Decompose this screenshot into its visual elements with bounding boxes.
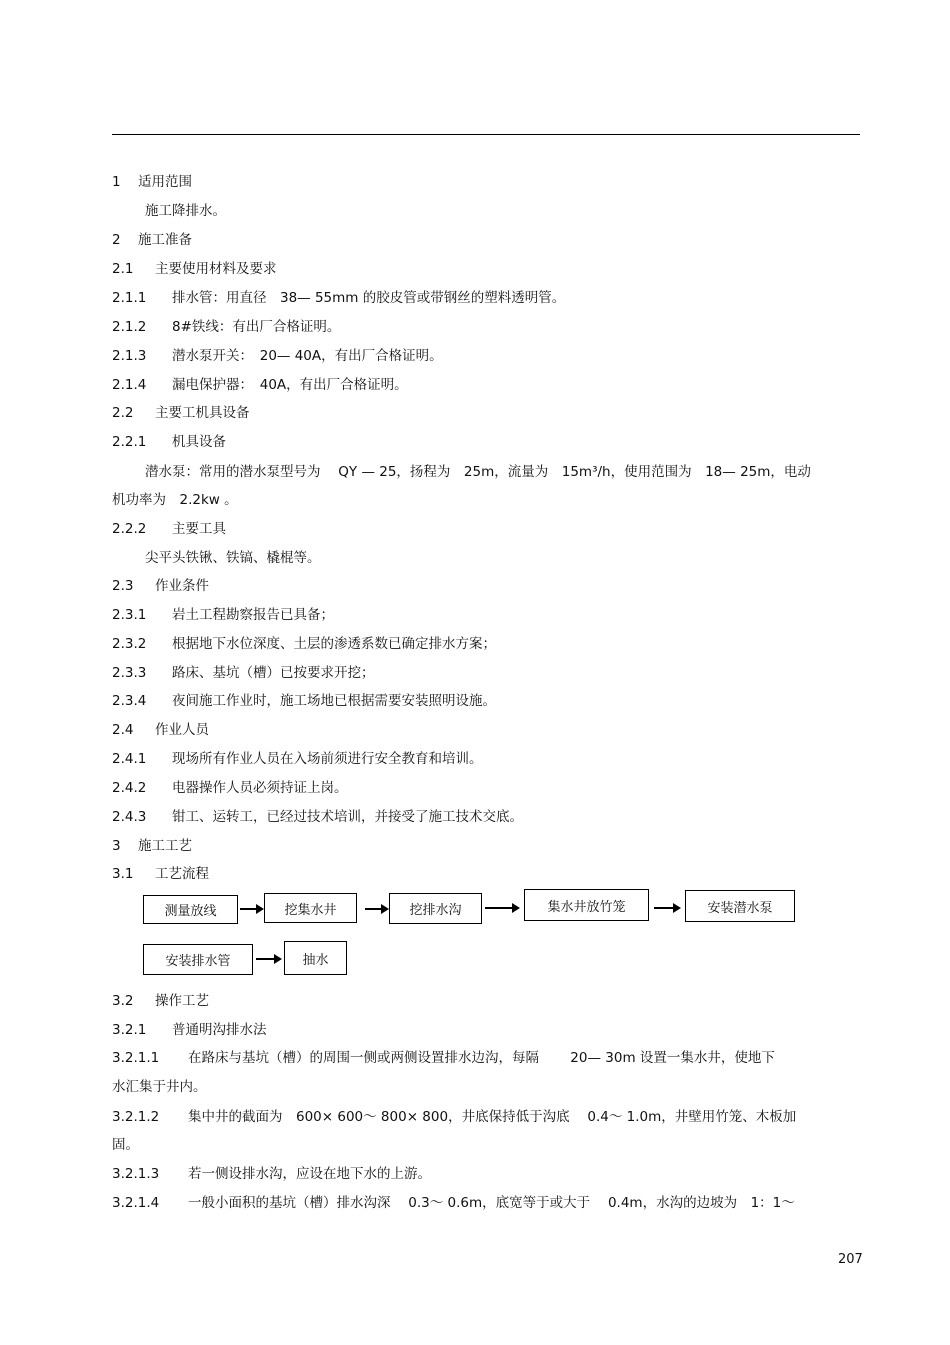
item-2-1-1: 2.1.1 排水管：用直径 38— 55mm 的胶皮管或带钢丝的塑料透明管。 <box>112 290 566 306</box>
item-2-1-4: 2.1.4 漏电保护器： 40A，有出厂合格证明。 <box>112 377 408 393</box>
header-rule <box>112 134 860 135</box>
item-3-2-1: 3.2.1 普通明沟排水法 <box>112 1022 267 1038</box>
paragraph-pump: 潜水泵：常用的潜水泵型号为 QY — 25，扬程为 25m，流量为 15m³/h，使用范围为 18— 25m，电动 <box>145 464 811 480</box>
heading-3-1: 3.1 工艺流程 <box>112 866 209 882</box>
item-2-1-2: 2.1.2 8#铁线：有出厂合格证明。 <box>112 319 341 335</box>
flow-step-pumping: 抽水 <box>284 941 347 975</box>
heading-3: 3 施工工艺 <box>112 838 192 854</box>
item-2-2-2: 2.2.2 主要工具 <box>112 521 226 537</box>
flow-step-survey: 测量放线 <box>143 895 238 924</box>
item-2-3-4: 2.3.4 夜间施工作业时，施工场地已根据需要安装照明设施。 <box>112 693 496 709</box>
paragraph: 施工降排水。 <box>145 203 226 219</box>
flow-step-dig-ditch: 挖排水沟 <box>389 893 482 924</box>
flow-arrow <box>485 907 518 909</box>
flow-arrow <box>240 908 262 910</box>
item-3-2-1-2: 3.2.1.2 集中井的截面为 600× 600～ 800× 800，井底保持低于沟底 0.4～ 1.0m，井壁用竹笼、木板加 <box>112 1109 797 1125</box>
heading-2-2: 2.2 主要工机具设备 <box>112 405 250 421</box>
heading-1: 1 适用范围 <box>112 174 192 190</box>
item-3-2-1-2-cont: 固。 <box>112 1137 139 1153</box>
heading-2-3: 2.3 作业条件 <box>112 578 209 594</box>
item-3-2-1-1: 3.2.1.1 在路床与基坑（槽）的周围一侧或两侧设置排水边沟，每隔 20— 30m 设置一集水井，使地下 <box>112 1050 775 1066</box>
item-2-4-2: 2.4.2 电器操作人员必须持证上岗。 <box>112 780 348 796</box>
item-2-1-3: 2.1.3 潜水泵开关： 20— 40A，有出厂合格证明。 <box>112 348 443 364</box>
flow-arrow <box>654 907 679 909</box>
item-3-2-1-3: 3.2.1.3 若一侧设排水沟，应设在地下水的上游。 <box>112 1166 431 1182</box>
item-3-2-1-1-cont: 水汇集于井内。 <box>112 1079 207 1095</box>
item-2-2-1: 2.2.1 机具设备 <box>112 434 226 450</box>
heading-2-4: 2.4 作业人员 <box>112 722 209 738</box>
item-2-4-1: 2.4.1 现场所有作业人员在入场前须进行安全教育和培训。 <box>112 751 483 767</box>
item-2-3-2: 2.3.2 根据地下水位深度、土层的渗透系数已确定排水方案； <box>112 636 496 652</box>
heading-2: 2 施工准备 <box>112 232 192 248</box>
flow-step-install-pump: 安装潜水泵 <box>685 890 795 922</box>
flow-arrow <box>256 958 280 960</box>
item-2-4-3: 2.4.3 钳工、运转工，已经过技术培训，并接受了施工技术交底。 <box>112 809 523 825</box>
paragraph-tools: 尖平头铁锹、铁镐、橇棍等。 <box>145 550 321 566</box>
item-2-3-1: 2.3.1 岩土工程勘察报告已具备； <box>112 607 334 623</box>
flow-step-install-pipe: 安装排水管 <box>143 944 253 975</box>
heading-2-1: 2.1 主要使用材料及要求 <box>112 261 277 277</box>
flow-step-dig-well: 挖集水井 <box>264 893 357 923</box>
item-2-3-3: 2.3.3 路床、基坑（槽）已按要求开挖； <box>112 665 375 681</box>
item-3-2-1-4: 3.2.1.4 一般小面积的基坑（槽）排水沟深 0.3～ 0.6m，底宽等于或大于 0.4m，水沟的边坡为 1：1～ <box>112 1195 795 1211</box>
page-number: 207 <box>838 1252 863 1267</box>
flow-step-bamboo-cage: 集水井放竹笼 <box>524 889 649 921</box>
heading-3-2: 3.2 操作工艺 <box>112 993 209 1009</box>
paragraph-pump-cont: 机功率为 2.2kw 。 <box>112 492 238 508</box>
flow-arrow <box>365 908 387 910</box>
